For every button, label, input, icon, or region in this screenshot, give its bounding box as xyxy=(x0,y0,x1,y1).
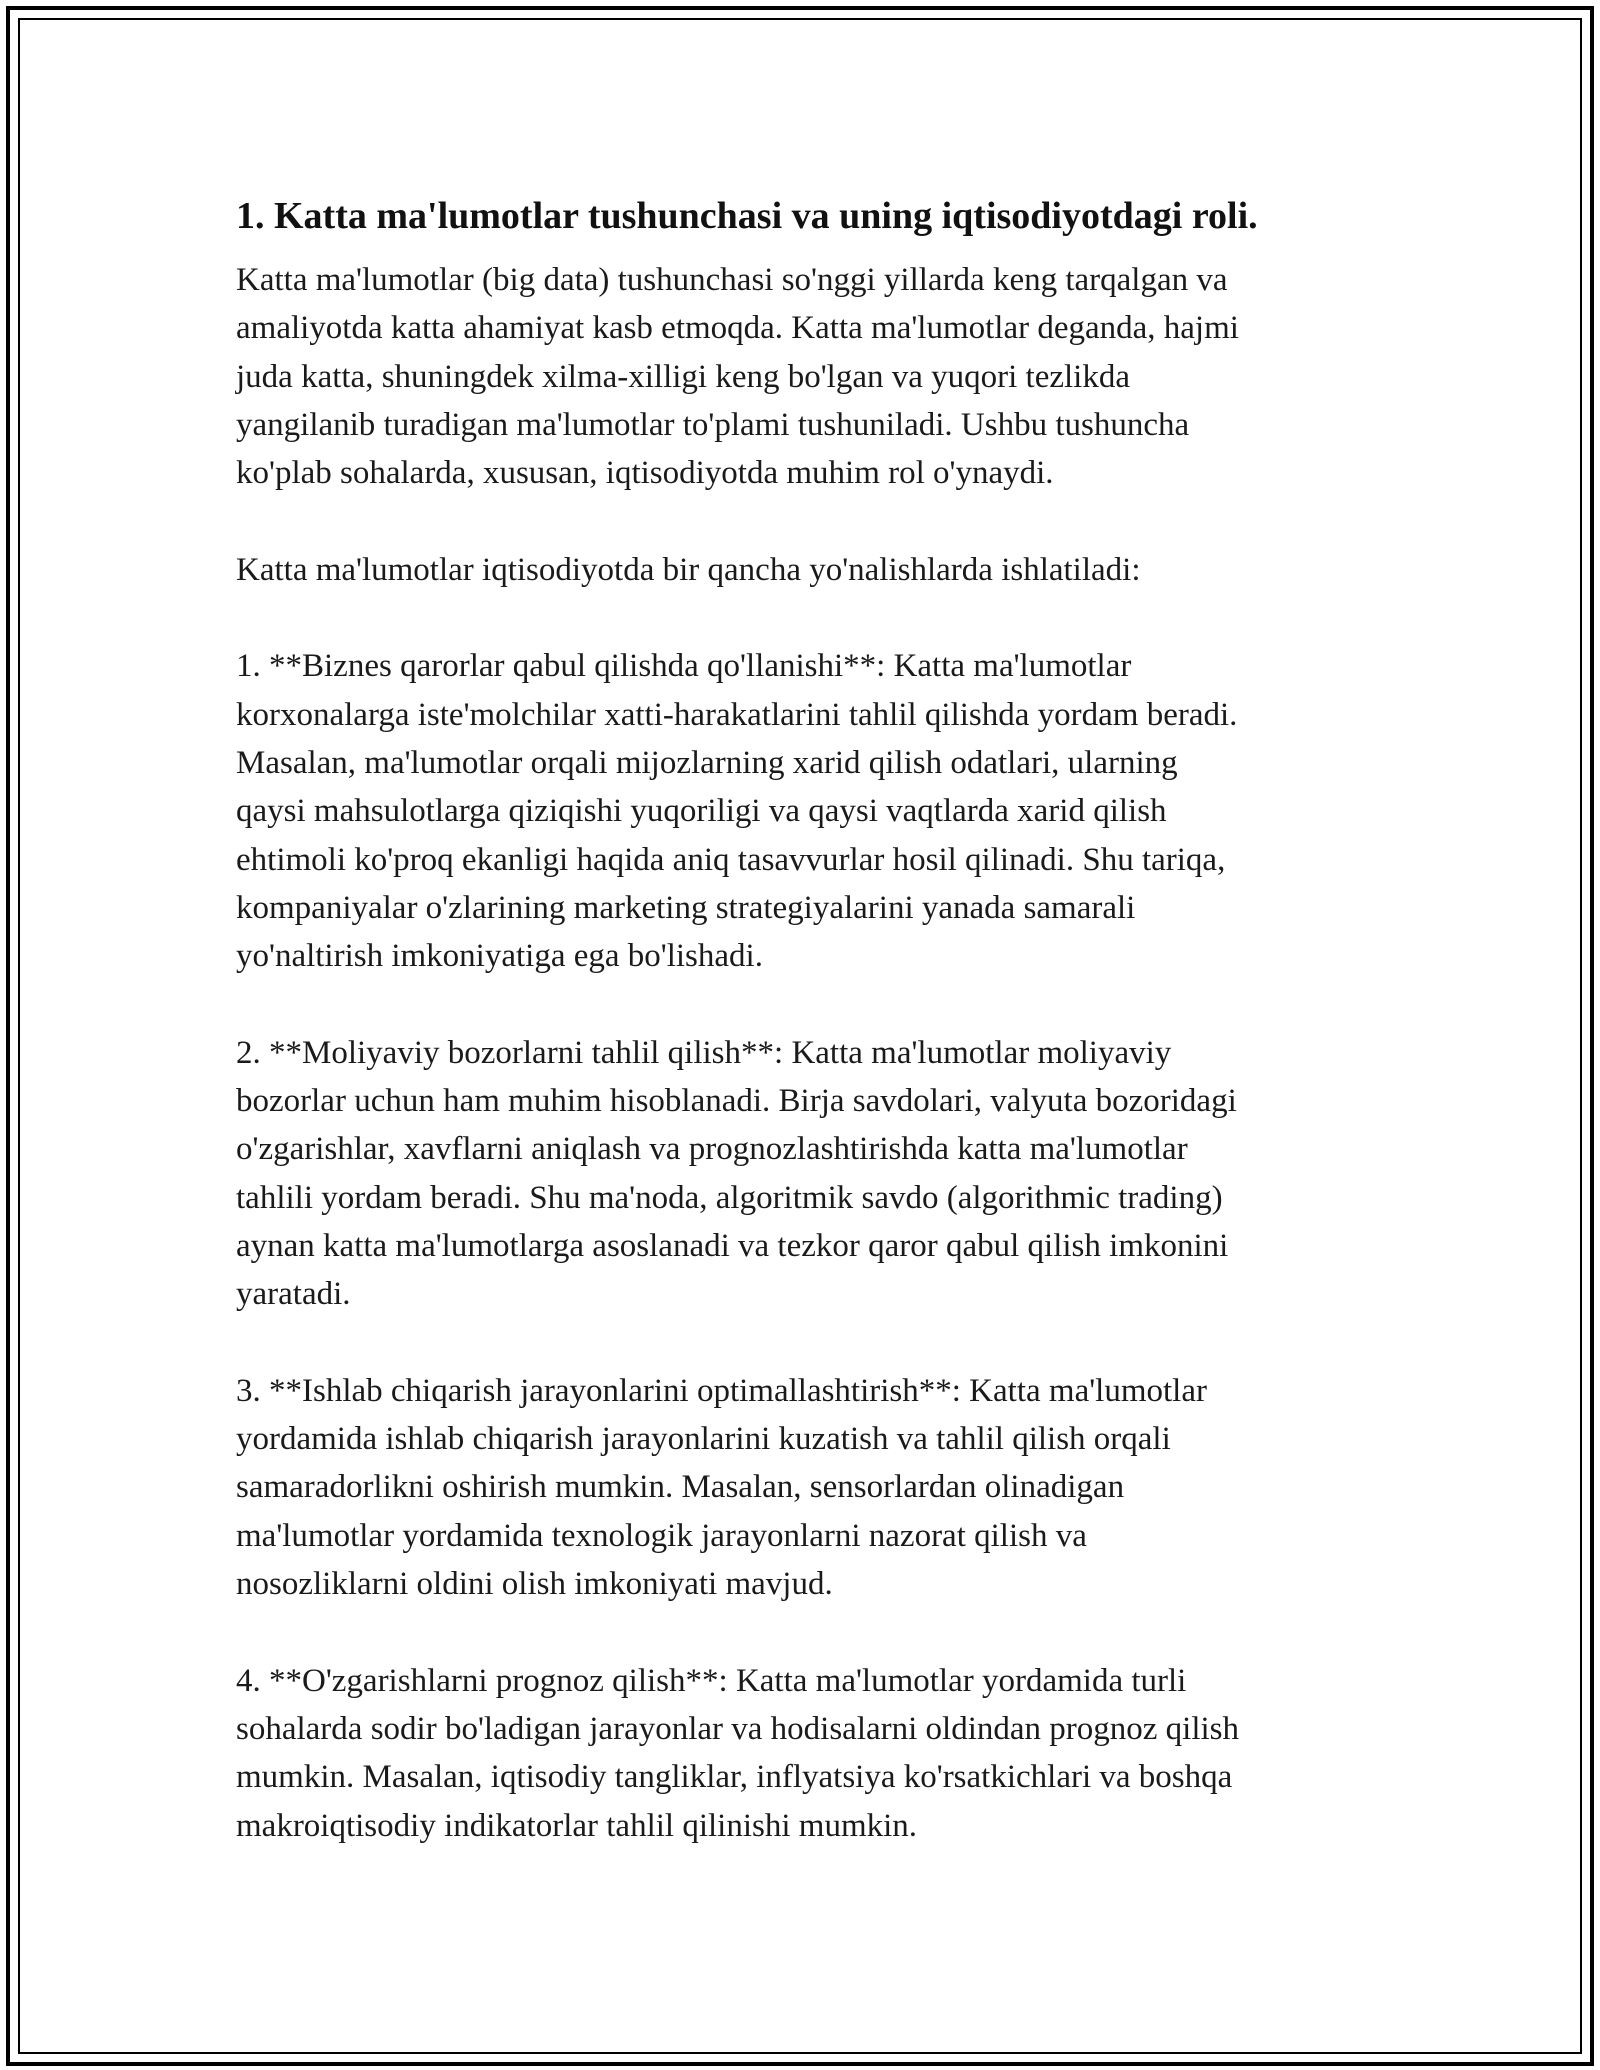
paragraph-line: kompaniyalar o'zlarining marketing strategiyalarini yanada samarali xyxy=(236,889,1136,926)
paragraph-line: aynan katta ma'lumotlarga asoslanadi va tezkor qaror qabul qilish imkonini xyxy=(236,1227,1229,1264)
paragraph-line: Masalan, ma'lumotlar orqali mijozlarning xarid qilish odatlari, ularning xyxy=(236,744,1178,781)
paragraph-line: yordamida ishlab chiqarish jarayonlarini kuzatish va tahlil qilish orqali xyxy=(236,1421,1171,1458)
paragraph-line: 2. **Moliyaviy bozorlarni tahlil qilish**: Katta ma'lumotlar moliyaviy xyxy=(236,1034,1172,1071)
paragraph-gap xyxy=(236,980,1376,1028)
paragraph-line: tahlili yordam beradi. Shu ma'noda, algoritmik savdo (algorithmic trading) xyxy=(236,1179,1223,1216)
paragraph-gap xyxy=(236,497,1376,545)
paragraph xyxy=(236,1029,1376,1319)
paragraph-line: 1. **Biznes qarorlar qabul qilishda qo'llanishi**: Katta ma'lumotlar xyxy=(236,648,1132,685)
paragraph-line: o'zgarishlar, xavflarni aniqlash va prognozlashtirishda katta ma'lumotlar xyxy=(236,1131,1188,1168)
paragraph-line: yangilanib turadigan ma'lumotlar to'plami tushuniladi. Ushbu tushuncha xyxy=(236,406,1190,443)
paragraph-line: yaratadi. xyxy=(236,1276,351,1313)
paragraph xyxy=(236,546,1376,594)
paragraph-line: 3. **Ishlab chiqarish jarayonlarini optimallashtirish**: Katta ma'lumotlar xyxy=(236,1372,1207,1409)
document-title: 1. Katta ma'lumotlar tushunchasi va uning iqtisodiyotdagi roli. xyxy=(236,195,1258,237)
paragraph-line: Katta ma'lumotlar iqtisodiyotda bir qancha yo'nalishlarda ishlatiladi: xyxy=(236,551,1141,588)
paragraph-line: mumkin. Masalan, iqtisodiy tangliklar, inflyatsiya ko'rsatkichlari va boshqa xyxy=(236,1759,1233,1796)
paragraph xyxy=(236,1367,1376,1608)
paragraph-line: nosozliklarni oldini olish imkoniyati mavjud. xyxy=(236,1566,833,1603)
paragraph-line: korxonalarga iste'molchilar xatti-harakatlarini tahlil qilishda yordam beradi. xyxy=(236,696,1238,733)
paragraph xyxy=(236,1657,1376,1850)
document-paragraphs xyxy=(236,256,1376,1850)
paragraph-gap xyxy=(236,594,1376,642)
paragraph-line: qaysi mahsulotlarga qiziqishi yuqoriligi va qaysi vaqtlarda xarid qilish xyxy=(236,793,1167,830)
paragraph-gap xyxy=(236,1319,1376,1367)
paragraph-line: samaradorlikni oshirish mumkin. Masalan, sensorlardan olinadigan xyxy=(236,1469,1125,1506)
paragraph-line: ko'plab sohalarda, xususan, iqtisodiyotda muhim rol o'ynaydi. xyxy=(236,455,1054,492)
paragraph-line: makroiqtisodiy indikatorlar tahlil qilinishi mumkin. xyxy=(236,1807,918,1844)
paragraph-line: 4. **O'zgarishlarni prognoz qilish**: Katta ma'lumotlar yordamida turli xyxy=(236,1662,1187,1699)
paragraph-gap xyxy=(236,1608,1376,1656)
paragraph-line: sohalarda sodir bo'ladigan jarayonlar va hodisalarni oldindan prognoz qilish xyxy=(236,1710,1240,1747)
paragraph-line: juda katta, shuningdek xilma-xilligi keng bo'lgan va yuqori tezlikda xyxy=(236,358,1130,395)
paragraph-line: ma'lumotlar yordamida texnologik jarayonlarni nazorat qilish va xyxy=(236,1517,1087,1554)
paragraph xyxy=(236,642,1376,980)
paragraph-line: ehtimoli ko'proq ekanligi haqida aniq tasavvurlar hosil qilinadi. Shu tariqa, xyxy=(236,841,1226,878)
document-body xyxy=(236,188,1376,1850)
paragraph-line: bozorlar uchun ham muhim hisoblanadi. Birja savdolari, valyuta bozoridagi xyxy=(236,1083,1237,1120)
paragraph-line: amaliyotda katta ahamiyat kasb etmoqda. Katta ma'lumotlar deganda, hajmi xyxy=(236,310,1239,347)
paragraph-line: yo'naltirish imkoniyatiga ega bo'lishadi. xyxy=(236,938,763,975)
paragraph xyxy=(236,256,1376,497)
paragraph-line: Katta ma'lumotlar (big data) tushunchasi so'nggi yillarda keng tarqalgan va xyxy=(236,262,1228,298)
